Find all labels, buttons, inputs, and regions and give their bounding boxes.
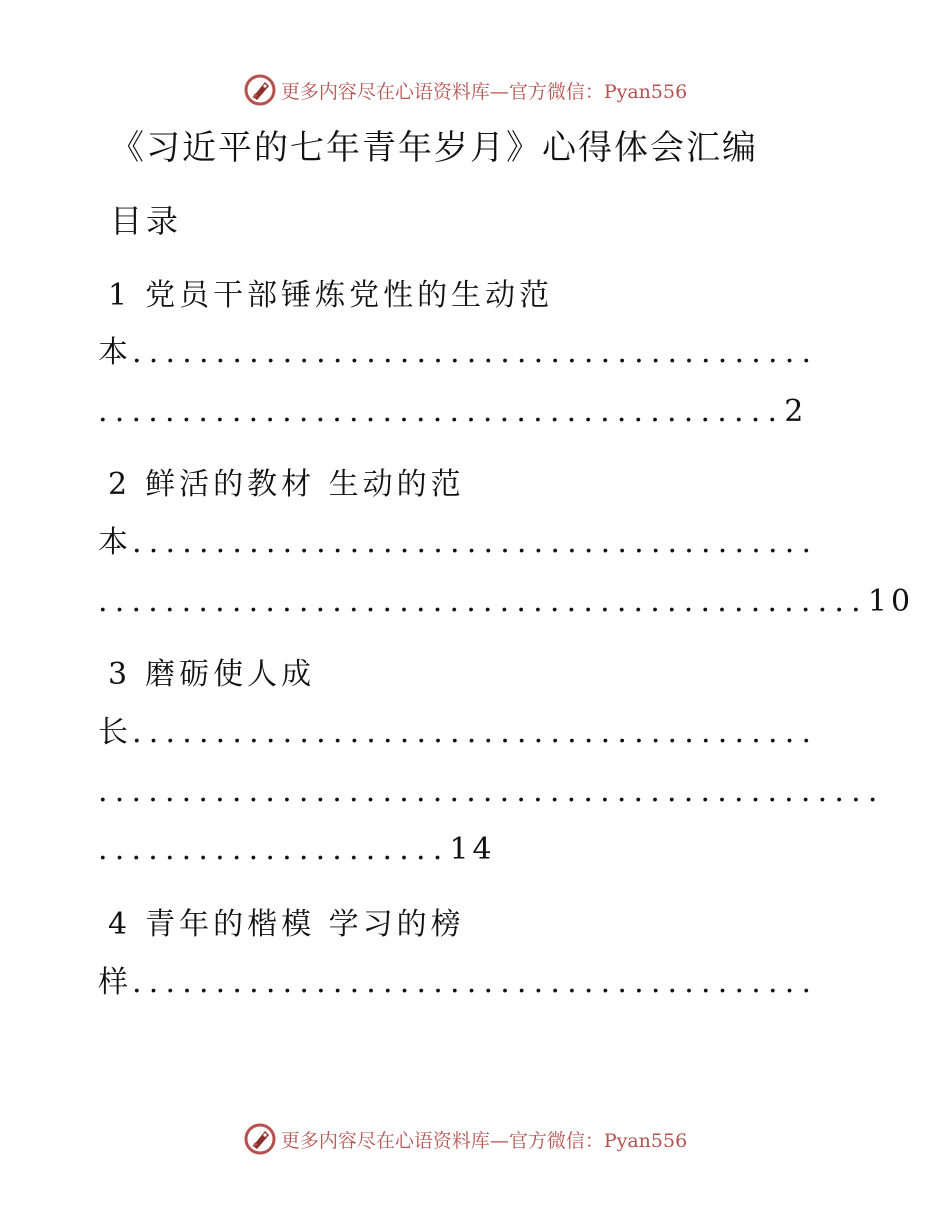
header-watermark bbox=[0, 70, 950, 110]
toc-dot-leader: ............................................... bbox=[98, 774, 885, 809]
toc-heading: 目录 bbox=[110, 202, 183, 240]
watermark-handle: Pyan556 bbox=[603, 80, 688, 103]
toc-page-number: 10 bbox=[867, 584, 915, 619]
toc-dot-leader: .........................................2 bbox=[98, 394, 808, 429]
watermark-text: 更多内容尽在心语资料库—官方微信：Pyan556 bbox=[280, 80, 688, 103]
toc-item-title[interactable] bbox=[108, 905, 465, 945]
toc-item-label: 磨砺使人成 bbox=[145, 657, 316, 692]
toc-item-label-tail: 本 bbox=[98, 525, 132, 560]
pen-nib-logo-icon bbox=[243, 1122, 277, 1156]
toc-dot-leader: 样......................................... bbox=[98, 965, 819, 1000]
toc-item-number: 1 bbox=[108, 278, 132, 313]
toc-item-number: 4 bbox=[108, 907, 132, 942]
toc-item-label: 青年的楷模 学习的榜 bbox=[145, 907, 465, 942]
pen-nib-logo-icon bbox=[243, 73, 277, 107]
toc-item-label: 党员干部锤炼党性的生动范 bbox=[145, 278, 554, 313]
toc-dot-leader: ..............................................10 bbox=[98, 584, 915, 619]
document-title: 《习近平的七年青年岁月》心得体会汇编 bbox=[110, 128, 758, 168]
toc-item-title[interactable] bbox=[108, 465, 465, 505]
watermark-handle: Pyan556 bbox=[603, 1129, 688, 1152]
toc-item-label-tail: 长 bbox=[98, 715, 132, 750]
toc-page-number: 14 bbox=[449, 832, 496, 867]
toc-item-title[interactable] bbox=[108, 276, 553, 316]
toc-item-title[interactable] bbox=[108, 655, 315, 695]
watermark-text: 更多内容尽在心语资料库—官方微信：Pyan556 bbox=[280, 1129, 688, 1152]
toc-item-label-tail: 样 bbox=[98, 965, 132, 1000]
toc-item-label: 鲜活的教材 生动的范 bbox=[145, 467, 465, 502]
toc-page-number: 2 bbox=[784, 394, 808, 429]
toc-dot-leader: 本......................................... bbox=[98, 335, 819, 370]
toc-item-number: 3 bbox=[108, 657, 132, 692]
toc-item-label-tail: 本 bbox=[98, 335, 132, 370]
footer-watermark bbox=[0, 1119, 950, 1159]
toc-dot-leader: .....................14 bbox=[98, 832, 496, 867]
toc-dot-leader: 长......................................... bbox=[98, 715, 819, 750]
toc-item-number: 2 bbox=[108, 467, 132, 502]
toc-dot-leader: 本......................................... bbox=[98, 525, 819, 560]
